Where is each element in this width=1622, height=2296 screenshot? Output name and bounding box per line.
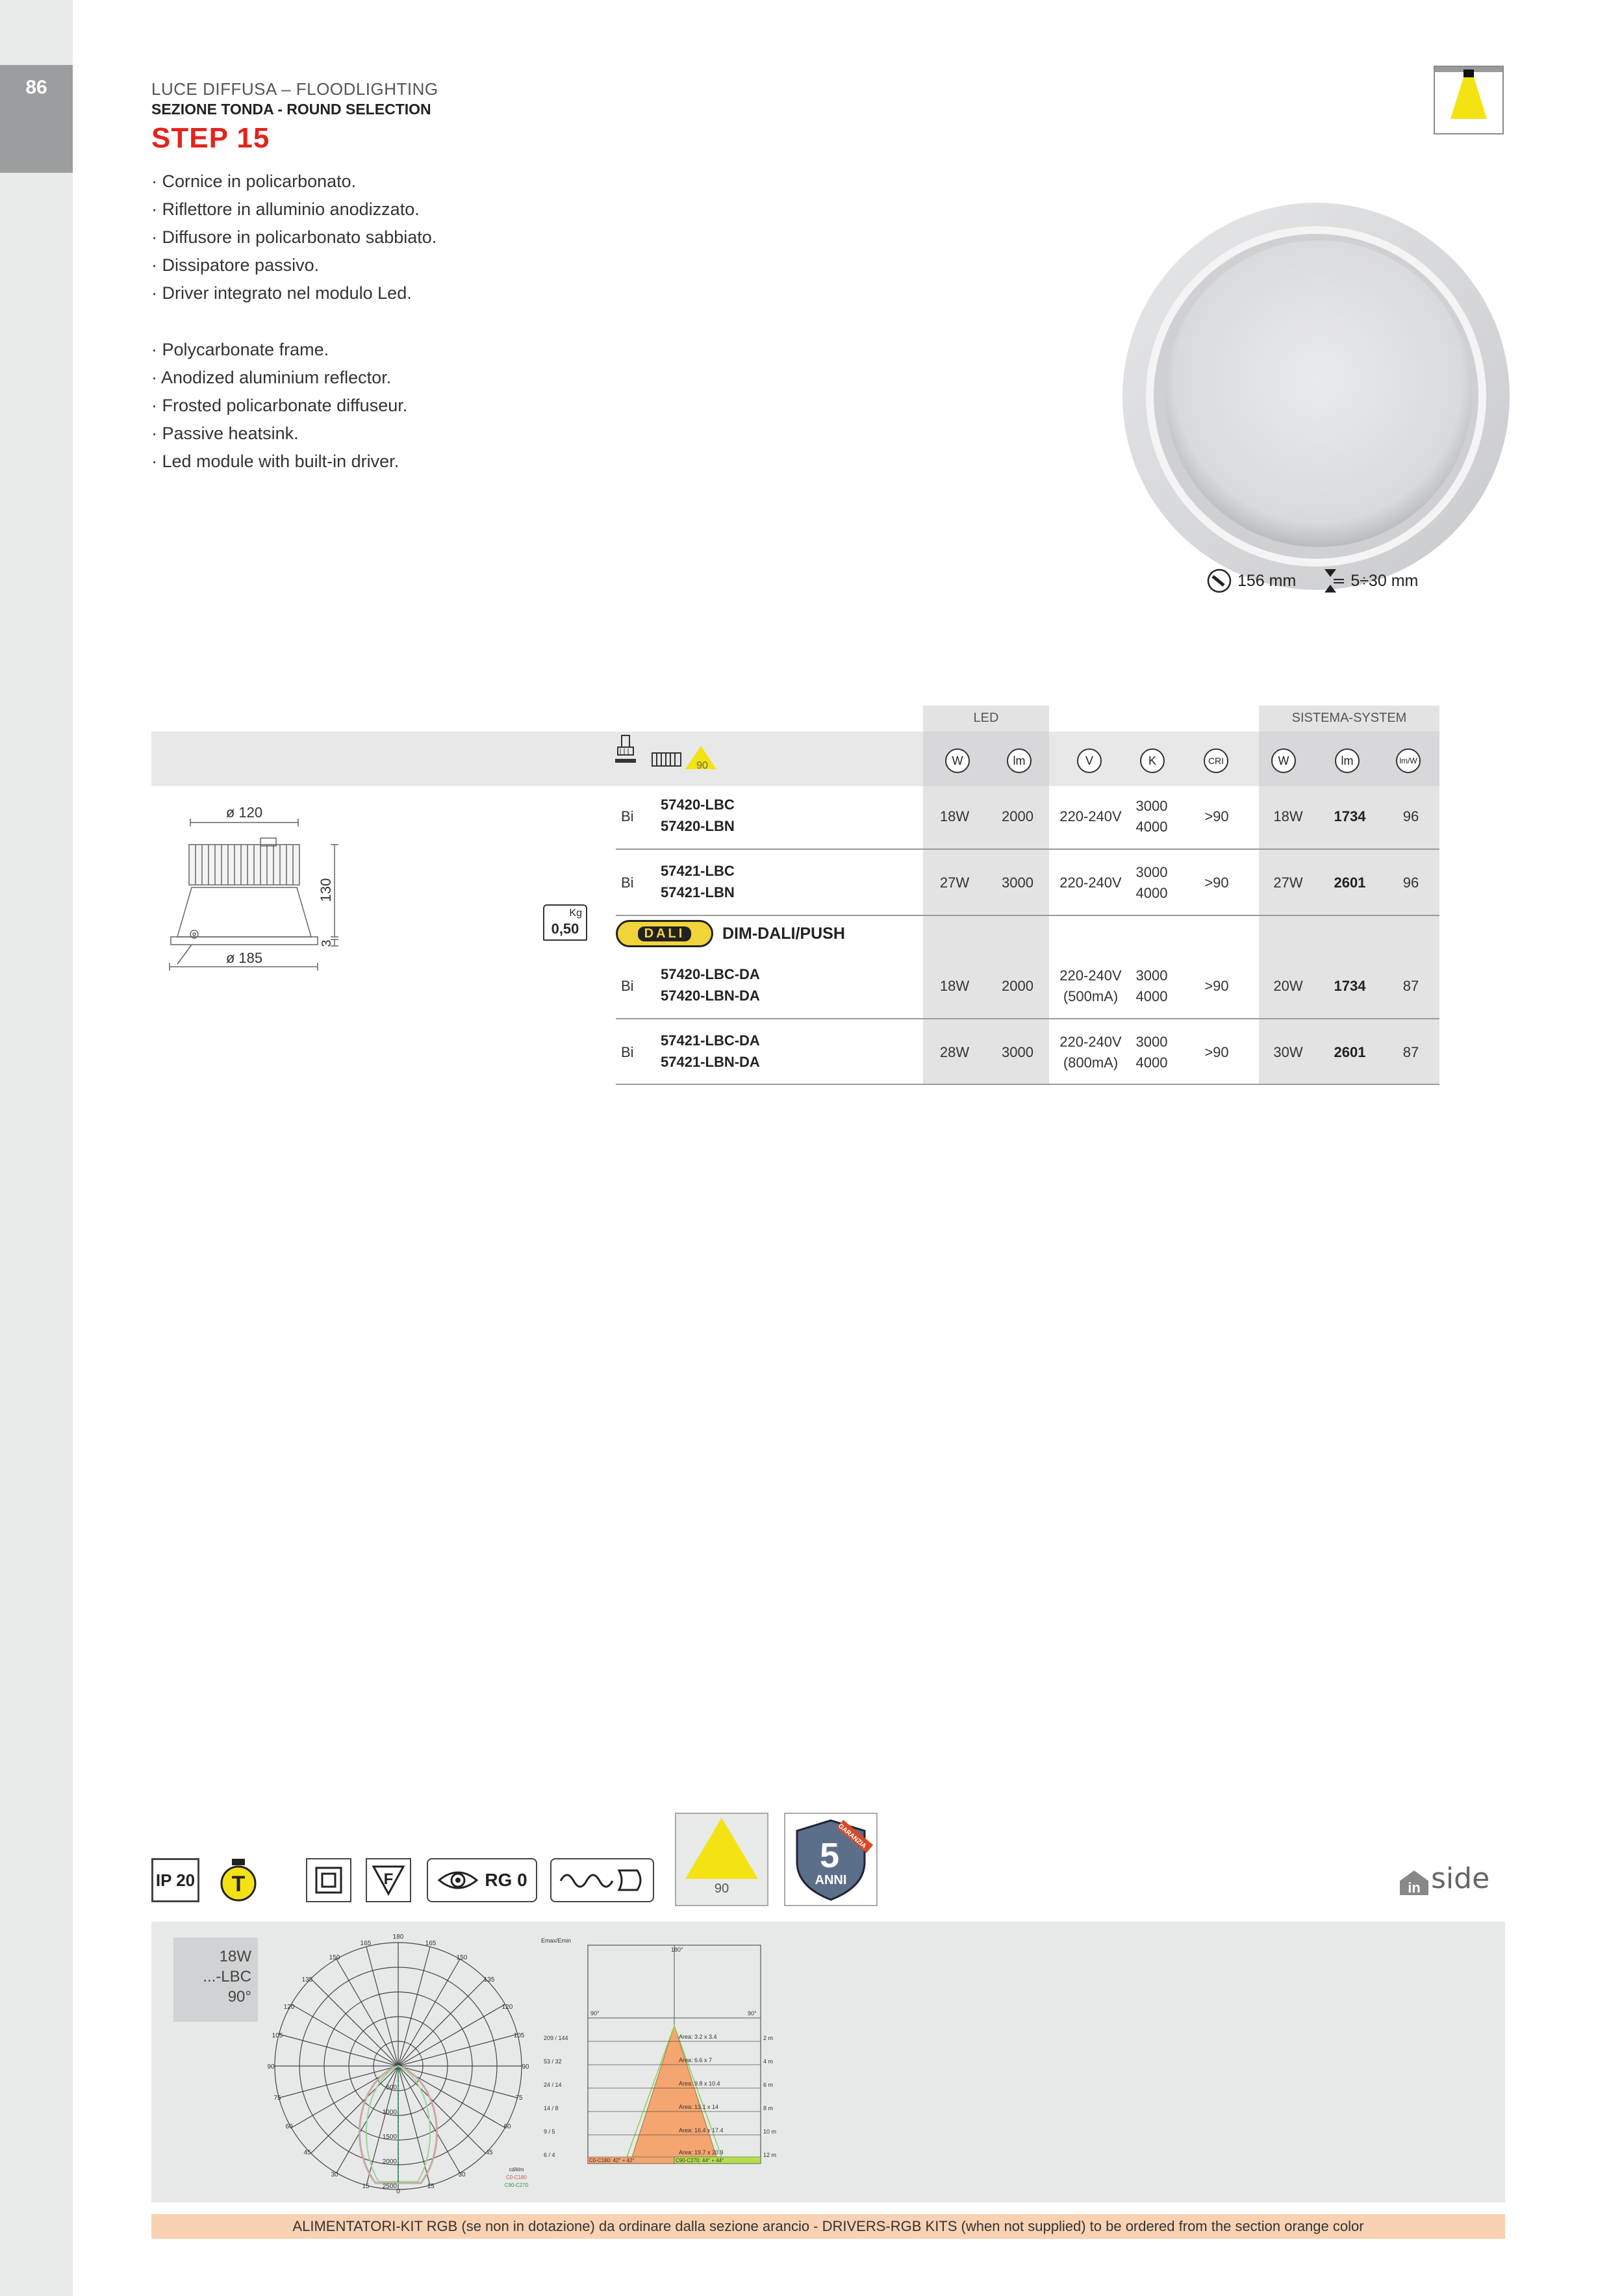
kelvin: 4000 [1135, 988, 1168, 1004]
feature-it: · Driver integrato nel modulo Led. [151, 279, 437, 307]
polar-label: 75 [515, 2095, 523, 2102]
polar-legend: cd/klm [509, 2167, 524, 2173]
cone-row-ratio: 6 / 4 [544, 2152, 555, 2158]
efficiency: 96 [1402, 874, 1419, 891]
cri: >90 [1204, 978, 1229, 994]
polar-label: 45 [485, 2149, 493, 2156]
photometric-label [173, 1937, 258, 2022]
dali-logo: DALI [616, 920, 713, 947]
feature-it: · Riflettore in alluminio anodizzato. [151, 196, 437, 223]
polar-label: 105 [513, 2032, 525, 2039]
emission-icon [550, 1858, 654, 1902]
cone-row-area: Area: 19.7 x 20.9 [679, 2149, 724, 2156]
product-name: STEP 15 [151, 122, 270, 154]
polar-label: 90 [267, 2063, 275, 2071]
feature-it: · Cornice in policarbonato. [151, 168, 437, 196]
symbol-led-lumen: lm [1007, 748, 1032, 773]
efficiency: 96 [1402, 808, 1419, 824]
led-watt: 18W [939, 978, 970, 994]
led-lumen: 3000 [1002, 874, 1033, 891]
polar-label: 135 [483, 1976, 495, 1983]
symbol-led-watt: W [945, 748, 970, 773]
polar-label: 60 [285, 2123, 293, 2130]
efficiency: 87 [1402, 978, 1419, 994]
symbol-kelvin: K [1140, 748, 1165, 773]
polar-label: 120 [501, 2004, 513, 2011]
polar-ring-value: 1000 [382, 2109, 397, 2116]
kelvin: 3000 [1135, 798, 1168, 814]
kelvin: 4000 [1135, 885, 1168, 901]
polar-label: 0 [396, 2188, 400, 2195]
certification-row [151, 1813, 1439, 1910]
voltage: 220-240V [1059, 967, 1122, 984]
polar-label: 120 [283, 2004, 295, 2011]
cone-row-area: Area: 6.6 x 7 [679, 2057, 713, 2063]
polar-ring-value: 2500 [382, 2183, 397, 2190]
kelvin: 4000 [1135, 819, 1168, 835]
system-lumen: 2601 [1334, 1044, 1366, 1060]
kelvin: 4000 [1135, 1054, 1168, 1071]
product-code: 57420-LBC [661, 797, 735, 813]
dimensions [1206, 568, 1418, 594]
group-led-label: LED [973, 711, 999, 725]
current: (500mA) [1063, 988, 1119, 1004]
efficiency: 87 [1402, 1044, 1419, 1060]
left-margin-strip [0, 0, 73, 2296]
led-watt: 28W [939, 1044, 970, 1060]
polar-label: 105 [272, 2032, 283, 2039]
system-watt: 30W [1273, 1044, 1303, 1060]
cone-row-area: Area: 13.1 x 14 [679, 2104, 719, 2110]
polar-label: 180 [392, 1933, 404, 1941]
risk-group-icon [427, 1858, 537, 1902]
header [151, 79, 438, 155]
heatsink-icon [652, 752, 681, 767]
polar-label: 90 [522, 2063, 529, 2071]
cone-footer-left: C0-C180: 42° + 42° [589, 2158, 635, 2163]
polar-ring-value: 1500 [382, 2134, 397, 2141]
cone-row-distance: 10 m [763, 2128, 777, 2135]
polar-label: 60 [503, 2123, 511, 2130]
warranty-years: 5 [819, 1836, 840, 1875]
row-divider [616, 848, 1439, 850]
voltage: 220-240V [1059, 808, 1122, 824]
feature-it: · Diffusore in policarbonato sabbiato. [151, 223, 437, 251]
cone-header: Emax/Emin [541, 1937, 572, 1944]
feature-it: · Dissipatore passivo. [151, 251, 437, 279]
led-watt: 27W [939, 874, 970, 891]
system-lumen: 1734 [1334, 808, 1366, 824]
polar-label: 150 [456, 1954, 468, 1961]
system-lumen: 1734 [1334, 978, 1366, 994]
polar-label: 15 [427, 2183, 435, 2190]
feature-en: · Led module with built-in driver. [151, 448, 437, 476]
footer-note: ALIMENTATORI-KIT RGB (se non in dotazione) da ordinare dalla sezione arancio - DRIVERS-RGB KITS (when not supplied) to be ordered from the section orange color [151, 2214, 1505, 2239]
symbol-system-watt: W [1271, 748, 1296, 773]
polar-diagram [262, 1930, 535, 2196]
cone-row-ratio: 14 / 8 [544, 2105, 559, 2111]
warranty-label: ANNI [815, 1873, 847, 1887]
polar-label: 165 [425, 1940, 437, 1947]
product-photo [1122, 246, 1512, 557]
weight-unit: Kg [569, 908, 582, 919]
polar-legend: C0-C180 [505, 2175, 527, 2180]
led-lumen: 2000 [1002, 808, 1033, 824]
polar-label: 45 [303, 2149, 311, 2156]
symbol-efficiency: lm/W [1396, 748, 1421, 773]
flange-dim: 3 [320, 939, 334, 947]
led-lumen: 2000 [1002, 978, 1033, 994]
risk-group-label: RG 0 [485, 1870, 527, 1890]
cone-row-distance: 6 m [763, 2082, 774, 2088]
cri: >90 [1204, 874, 1229, 891]
feature-list [151, 168, 437, 476]
system-watt: 18W [1273, 808, 1303, 824]
symbol-cri: CRI [1204, 748, 1228, 773]
feature-en: · Polycarbonate frame. [151, 336, 437, 364]
photometric-angle: 90° [227, 1988, 251, 2006]
system-watt: 27W [1273, 874, 1303, 891]
warranty-ribbon: GARANZIA [836, 1822, 868, 1850]
weight-value: 0,50 [551, 921, 579, 937]
row-type: Bi [621, 1044, 634, 1060]
inside-logo-text: side [1431, 1862, 1490, 1895]
polar-label: 135 [301, 1976, 313, 1983]
cone-row-distance: 4 m [763, 2058, 774, 2065]
cone-top-angle: 180° [671, 1946, 683, 1953]
led-watt: 18W [939, 808, 970, 824]
product-code: 57420-LBN [661, 818, 735, 834]
polar-label: 150 [329, 1954, 340, 1961]
polar-label: 30 [458, 2171, 466, 2178]
cutout-value: 156 mm [1237, 571, 1297, 590]
cone-row-distance: 2 m [763, 2035, 774, 2041]
table-header [151, 732, 1439, 786]
class-ii-icon [306, 1858, 351, 1902]
mounting-icon [615, 735, 636, 769]
current: (800mA) [1063, 1054, 1119, 1071]
system-watt: 20W [1273, 978, 1303, 994]
inside-logo-in: in [1408, 1880, 1421, 1896]
cone-row-distance: 8 m [763, 2105, 774, 2111]
kelvin: 3000 [1135, 1034, 1168, 1050]
feature-en: · Frosted policarbonate diffuseur. [151, 392, 437, 420]
polar-label: 30 [331, 2171, 338, 2178]
beam-type-icon [1434, 66, 1504, 134]
beam-angle-badge-value: 90 [714, 1881, 729, 1896]
polar-label: 75 [273, 2095, 281, 2102]
polar-label: 15 [362, 2183, 370, 2190]
cone-row-ratio: 209 / 144 [544, 2035, 568, 2041]
cone-row-ratio: 53 / 32 [544, 2058, 562, 2065]
voltage: 220-240V [1059, 1034, 1122, 1050]
led-lumen: 3000 [1002, 1044, 1033, 1060]
cone-row-ratio: 9 / 5 [544, 2128, 555, 2135]
kelvin: 3000 [1135, 967, 1168, 984]
kelvin: 3000 [1135, 864, 1168, 880]
cone-side-left: 90° [590, 2010, 600, 2017]
cone-row-area: Area: 3.2 x 3.4 [679, 2034, 717, 2040]
row-type: Bi [621, 874, 634, 891]
cone-side-right: 90° [748, 2010, 757, 2017]
voltage: 220-240V [1059, 874, 1122, 891]
cri: >90 [1204, 808, 1229, 824]
thermal-icon [215, 1858, 262, 1902]
inside-logo [1400, 1862, 1489, 1895]
cone-row-distance: 12 m [763, 2152, 777, 2158]
product-code: 57421-LBN [661, 884, 735, 900]
product-code: 57420-LBC-DA [661, 966, 760, 982]
top-diameter: ø 120 [225, 804, 263, 821]
photometric-section [151, 1922, 1505, 2202]
warranty-badge [784, 1813, 878, 1906]
product-code: 57421-LBC [661, 863, 735, 879]
system-lumen: 2601 [1334, 874, 1366, 891]
row-type: Bi [621, 808, 634, 824]
polar-ring-value: 2000 [382, 2158, 397, 2165]
product-code: 57421-LBC-DA [661, 1032, 760, 1049]
polar-label: 165 [360, 1940, 372, 1947]
feature-en: · Anodized aluminium reflector. [151, 364, 437, 392]
illuminance-cone [541, 1936, 775, 2176]
photometric-power: 18W [219, 1948, 251, 1965]
thickness-icon [1322, 568, 1345, 594]
group-system-label: SISTEMA-SYSTEM [1291, 711, 1407, 725]
ip-rating: IP 20 [151, 1858, 199, 1902]
flammability-letter: F [383, 1870, 394, 1888]
dali-label: DIM-DALI/PUSH [722, 924, 845, 943]
cone-row-area: Area: 9.8 x 10.4 [679, 2080, 720, 2087]
polar-legend: C90-C270 [504, 2182, 529, 2188]
cone-row-ratio: 24 / 14 [544, 2082, 562, 2088]
cutout-icon [1206, 568, 1232, 594]
page-number: 86 [25, 77, 47, 98]
symbol-voltage: V [1077, 748, 1102, 773]
product-code: 57421-LBN-DA [661, 1054, 760, 1070]
cri: >90 [1204, 1044, 1229, 1060]
feature-en: · Passive heatsink. [151, 420, 437, 448]
product-table [151, 706, 1439, 1085]
dali-header [616, 916, 845, 951]
beam-angle-value: 90 [696, 760, 708, 771]
photometric-code: ...-LBC [203, 1968, 251, 1985]
polar-ring-value: 500 [386, 2084, 397, 2091]
bottom-diameter: ø 185 [225, 950, 263, 966]
product-code: 57420-LBN-DA [661, 988, 760, 1004]
cone-footer-right: C90-C270: 44° + 44° [676, 2158, 724, 2163]
row-divider [616, 1084, 1439, 1085]
flammability-icon [366, 1858, 411, 1902]
thickness-value: 5÷30 mm [1350, 571, 1419, 590]
row-type: Bi [621, 978, 634, 994]
category-title: LUCE DIFFUSA – FLOODLIGHTING [151, 79, 438, 99]
thermal-letter: T [231, 1872, 246, 1896]
height-dim: 130 [318, 878, 334, 902]
row-divider [616, 1018, 1439, 1019]
symbol-system-lumen: lm [1335, 748, 1360, 773]
beam-angle-badge [675, 1813, 768, 1906]
cone-row-area: Area: 16.4 x 17.4 [679, 2127, 724, 2134]
section-title: SEZIONE TONDA - ROUND SELECTION [151, 101, 431, 118]
